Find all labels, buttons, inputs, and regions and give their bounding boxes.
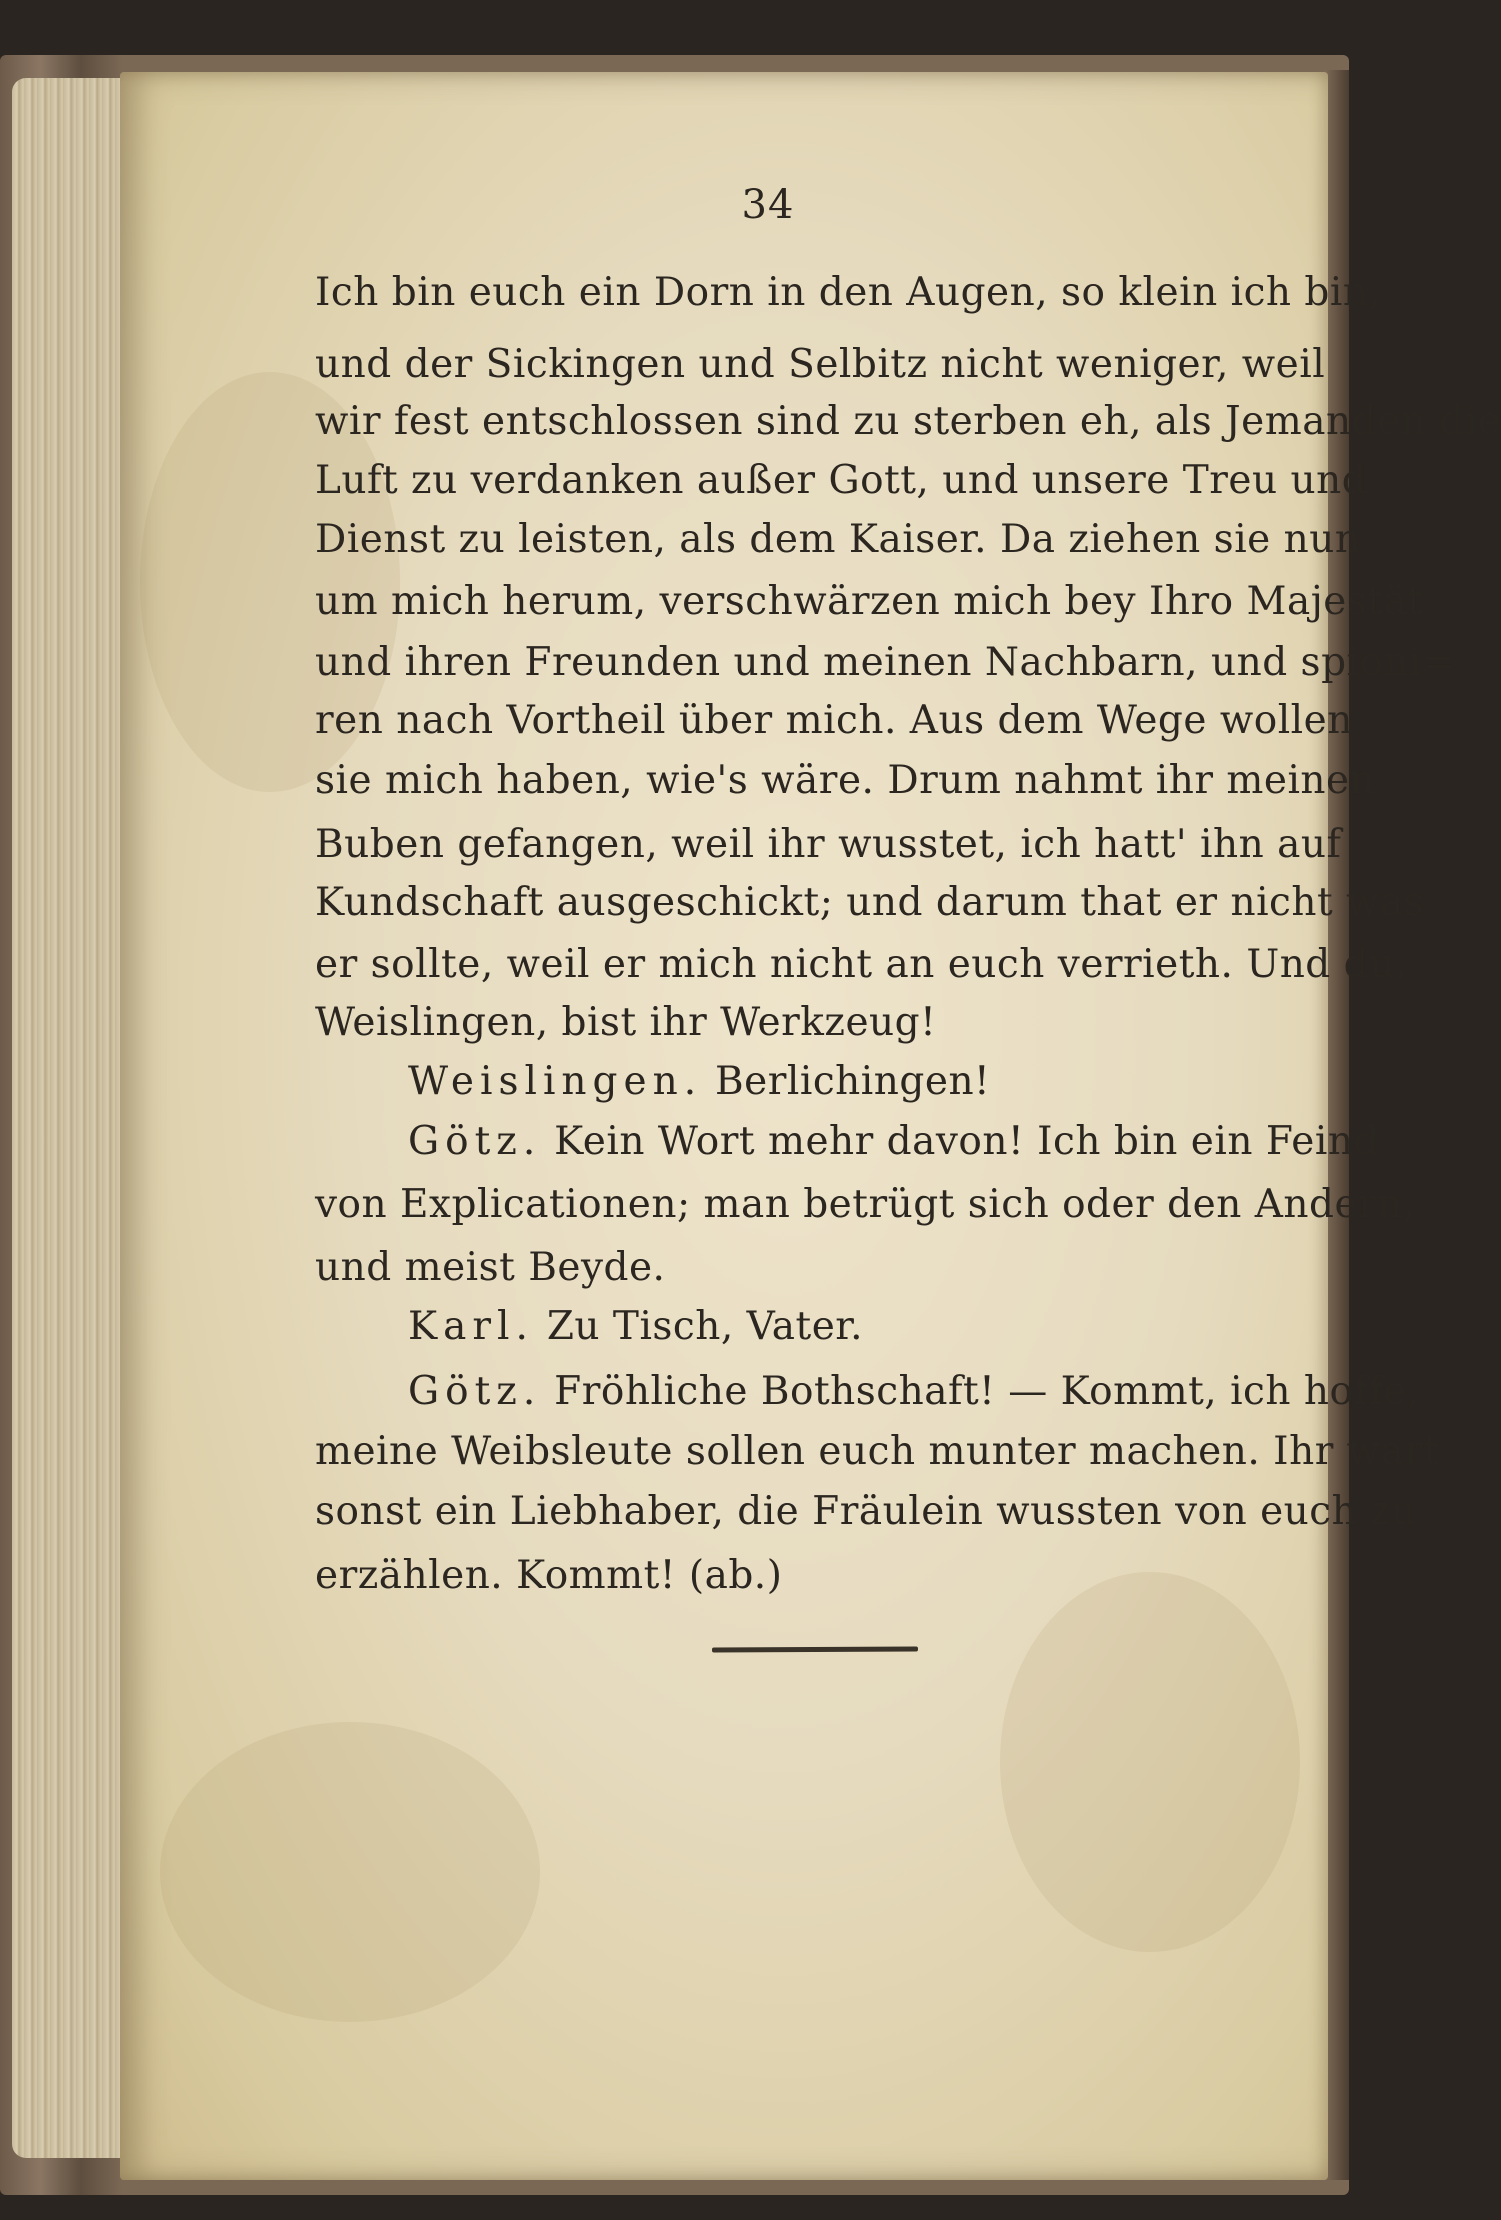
dialogue-text: Fröhliche Bothschaft! — Kommt, ich hoffe,: [554, 1369, 1420, 1414]
text-line: wir fest entschlossen sind zu sterben eh, als Jemanden die: [315, 399, 1501, 444]
dialogue-line: [408, 1119, 1379, 1164]
text-line: Kundschaft ausgeschickt; und darum that er nicht was: [315, 880, 1425, 925]
speaker-name: Götz.: [408, 1369, 542, 1414]
page-number: 34: [741, 182, 795, 228]
text-line: ren nach Vortheil über mich. Aus dem Wege wollen: [315, 698, 1353, 743]
dialogue-line: [408, 1059, 991, 1104]
text-line: Buben gefangen, weil ihr wusstet, ich hatt' ihn auf: [315, 822, 1342, 867]
paper-stain: [1000, 1572, 1300, 1952]
speaker-name: Götz.: [408, 1119, 542, 1164]
speaker-name: Karl.: [408, 1304, 534, 1349]
dialogue-text: Zu Tisch, Vater.: [546, 1304, 864, 1349]
speaker-name: Weislingen.: [408, 1059, 703, 1104]
text-line: Ich bin euch ein Dorn in den Augen, so klein ich bin,: [315, 270, 1382, 315]
text-line: meine Weibsleute sollen euch munter machen. Ihr wart: [315, 1429, 1440, 1474]
text-line: Weislingen, bist ihr Werkzeug!: [315, 1000, 937, 1045]
dialogue-line: [408, 1304, 864, 1349]
text-line: und meist Beyde.: [315, 1245, 666, 1290]
text-line: erzählen. Kommt! (ab.): [315, 1553, 783, 1598]
text-line: und ihren Freunden und meinen Nachbarn, und spioni=: [315, 640, 1456, 685]
dialogue-line: [408, 1369, 1420, 1414]
text-line: Dienst zu leisten, als dem Kaiser. Da ziehen sie nun: [315, 517, 1361, 562]
text-line: von Explicationen; man betrügt sich oder den Andern,: [315, 1182, 1416, 1227]
dialogue-text: Kein Wort mehr davon! Ich bin ein Feind: [554, 1119, 1379, 1164]
dialogue-text: Berlichingen!: [715, 1059, 991, 1104]
text-line: und der Sickingen und Selbitz nicht weniger, weil: [315, 342, 1326, 387]
text-line: Luft zu verdanken außer Gott, und unsere Treu und: [315, 458, 1368, 503]
text-line: sie mich haben, wie's wäre. Drum nahmt ihr meinen: [315, 758, 1376, 803]
paper-stain: [160, 1722, 540, 2022]
text-line: um mich herum, verschwärzen mich bey Ihro Majestät: [315, 579, 1424, 624]
text-line: er sollte, weil er mich nicht an euch verrieth. Und du,: [315, 942, 1408, 987]
text-line: sonst ein Liebhaber, die Fräulein wussten von euch zu: [315, 1489, 1417, 1534]
